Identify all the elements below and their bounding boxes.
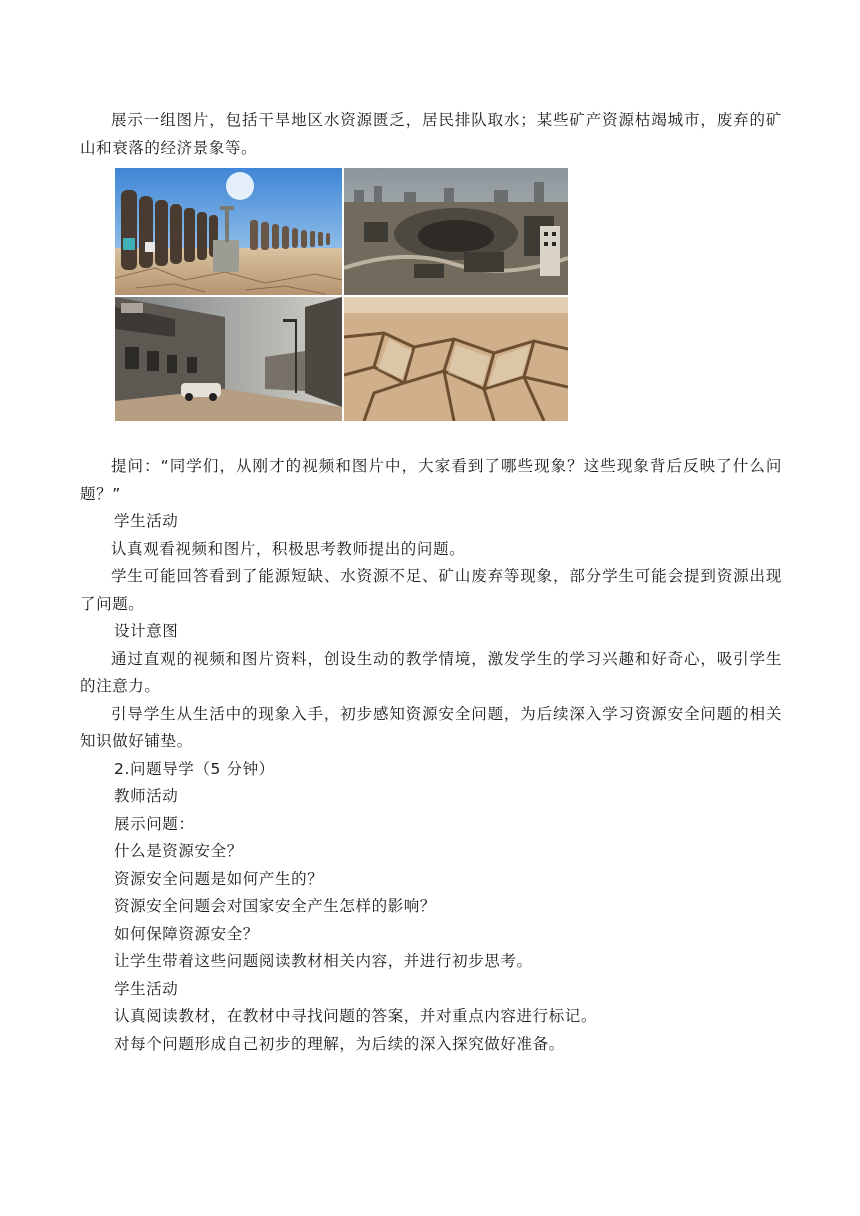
image-grid — [115, 168, 568, 422]
section-2-title: 2.问题导学（5 分钟） — [114, 759, 275, 778]
question-item: 资源安全问题是如何产生的？ — [114, 869, 324, 888]
student-activity-heading: 学生活动 — [114, 512, 179, 530]
student-activity-heading-2: 学生活动 — [114, 979, 179, 998]
abandoned-mine-city-photo — [344, 168, 568, 295]
question-item: 资源安全问题会对国家安全产生怎样的影响？ — [114, 897, 437, 915]
instruction-line: 让学生带着这些问题阅读教材相关内容，并进行初步思考。 — [114, 952, 533, 970]
teacher-activity-heading: 教师活动 — [114, 787, 179, 805]
student-activity-item: 学生可能回答看到了能源短缺、水资源不足、矿山废弃等现象，部分学生可能会提到资源出现了问题。 — [80, 567, 782, 613]
main-text — [80, 453, 782, 1058]
student-activity-item: 认真观看视频和图片，积极思考教师提出的问题。 — [111, 539, 466, 558]
declining-town-street-photo — [115, 297, 342, 421]
intro-paragraph: 展示一组图片，包括干旱地区水资源匮乏，居民排队取水；某些矿产资源枯竭城市，废弃的矿山和衰落的经济景象等。 — [80, 111, 782, 157]
design-intent-heading: 设计意图 — [114, 622, 179, 640]
student-activity-item-2: 认真阅读教材，在教材中寻找问题的答案，并对重点内容进行标记。 — [114, 1007, 598, 1025]
design-intent-item: 通过直观的视频和图片资料，创设生动的教学情境，激发学生的学习兴趣和好奇心，吸引学生的注意力。 — [80, 649, 782, 695]
show-questions-label: 展示问题： — [114, 814, 195, 833]
question-item: 什么是资源安全？ — [114, 842, 243, 860]
question-paragraph: 提问：“同学们，从刚才的视频和图片中，大家看到了哪些现象？这些现象背后反映了什么问题？” — [80, 457, 782, 503]
question-item: 如何保障资源安全？ — [114, 924, 259, 943]
student-activity-item-2: 对每个问题形成自己初步的理解，为后续的深入探究做好准备。 — [114, 1034, 565, 1053]
intro-block — [80, 107, 782, 162]
design-intent-item: 引导学生从生活中的现象入手，初步感知资源安全问题，为后续深入学习资源安全问题的相关知识做好铺垫。 — [80, 704, 782, 750]
cracked-dry-earth-photo — [344, 297, 568, 421]
drought-water-queue-photo — [115, 168, 342, 295]
